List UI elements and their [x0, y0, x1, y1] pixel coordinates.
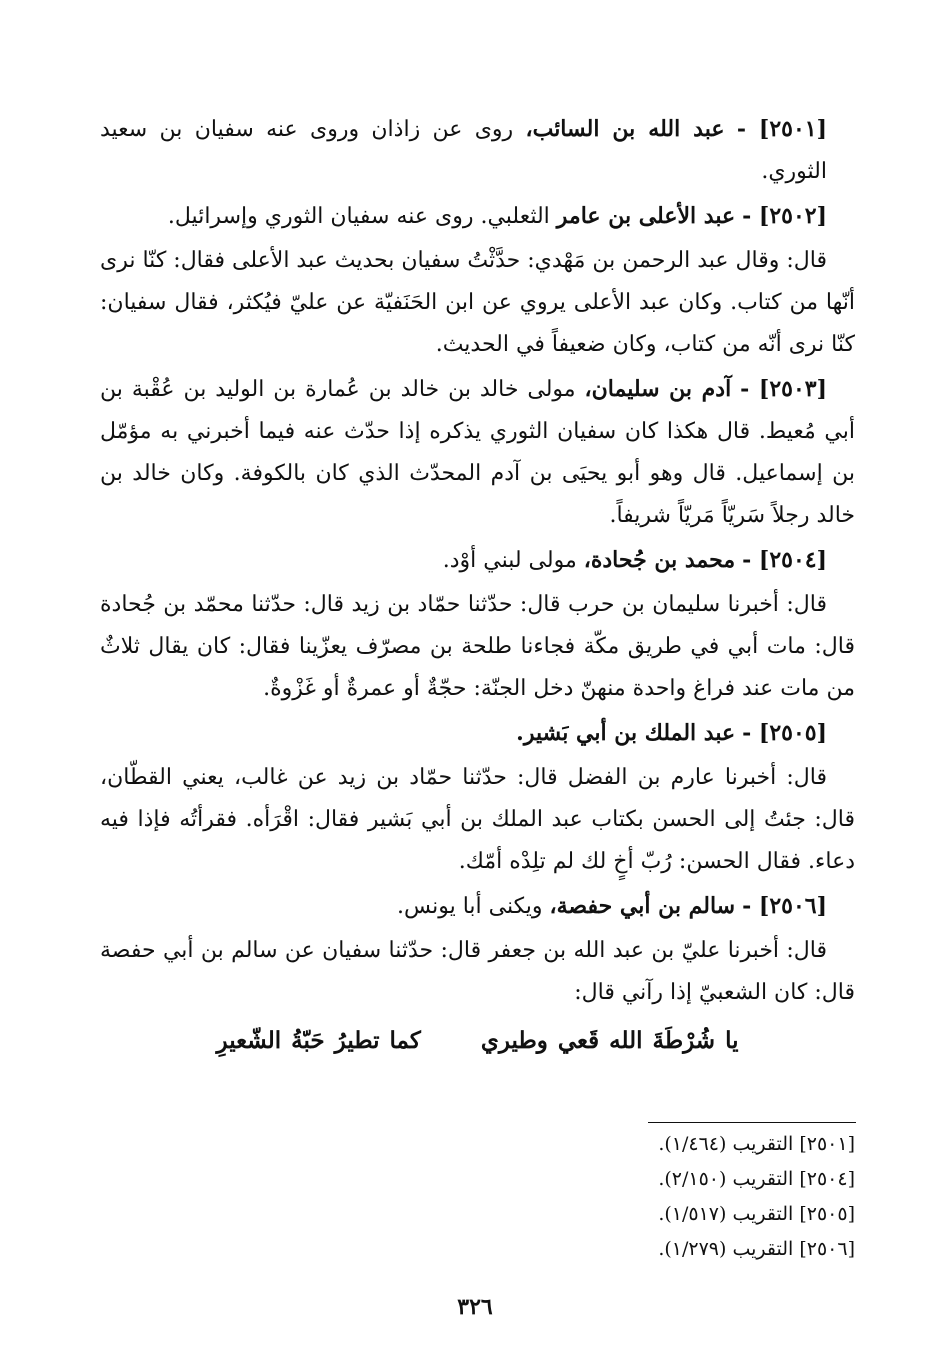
entry-name: عبد الأعلى بن عامر — [556, 203, 736, 229]
entry-name: عبد الملك بن أبي بَشير. — [516, 720, 736, 746]
entry-number: [٢٥٠٤] - — [742, 547, 827, 573]
entry-text: مولى لبني أوْد. — [442, 548, 584, 573]
entry-text: ويكنى أبا يونس. — [397, 894, 550, 919]
entry-name: محمد بن جُحادة، — [583, 547, 736, 573]
entry-text: مولى خالد بن خالد بن عُمارة بن الوليد بن عُقْبة بن أبي مُعيط. قال هكذا كان سفيان الثوري يذكره إذا حدّث عنه فيما أخبرني به مؤمّل بن إسماعيل. قال وهو أبو يحيَى بن آدم المحدّث الذي كان بالكوفة. وكان خالد بن خالد رجلاً سَريّاً مَريّاً شريفاً. — [100, 377, 855, 528]
verse-second-hemistich: كما تطيرُ حَبّةُ الشّعيرِ — [216, 1027, 421, 1054]
entry-text: الثعلبي. روى عنه سفيان الثوري وإسرائيل. — [167, 204, 557, 229]
footnote-2505: [٢٥٠٥] التقريب (١/٥١٧). — [658, 1203, 855, 1225]
footnote-2501: [٢٥٠١] التقريب (١/٤٦٤). — [658, 1133, 855, 1155]
footnote-separator — [648, 1122, 856, 1123]
entry-number: [٢٥٠٦] - — [742, 893, 827, 919]
paragraph-2504: قال: أخبرنا سليمان بن حرب قال: حدّثنا حمّاد بن زيد قال: حدّثنا محمّد بن جُحادة قال: مات أبي في طريق مكّة فجاءنا طلحة بن مصرّف يعزّينا فقال: كان يقال ثلاثٌ من مات عند فراغ واحدة منهنّ دخل الجنّة: حجّةٌ أو عمرةٌ أو غَزْوةٌ. — [100, 592, 855, 701]
footnote-2506: [٢٥٠٦] التقريب (١/٢٧٩). — [658, 1238, 855, 1260]
main-text — [100, 108, 855, 1062]
paragraph-2506: قال: أخبرنا عليّ بن عبد الله بن جعفر قال: حدّثنا سفيان عن سالم بن أبي حفصة قال: كان الشعبيّ إذا رآني قال: — [100, 938, 855, 1005]
entry-2504 — [100, 539, 855, 582]
entry-2506 — [100, 885, 855, 928]
entry-number: [٢٥٠١] - — [736, 116, 828, 142]
entry-2501 — [100, 108, 855, 193]
entry-text: روى عن زاذان وروى عنه سفيان بن سعيد الثوري. — [100, 117, 827, 184]
entry-name: عبد الله بن السائب، — [525, 116, 725, 142]
paragraph-2505: قال: أخبرنا عارم بن الفضل قال: حدّثنا حمّاد بن زيد عن غالب، يعني القطّان، قال: جئتُ إلى الحسن بكتاب عبد الملك بن أبي بَشير فقال: اقْرَأه. فقرأتُه فإذا فيه دعاء. فقال الحسن: رُبّ أخٍ لك لم تلِدْه أمّك. — [100, 765, 855, 874]
paragraph-2502: قال: وقال عبد الرحمن بن مَهْدي: حدَّثْتُ سفيان بحديث عبد الأعلى فقال: كنّا نرى أنّها من كتاب. وكان عبد الأعلى يروي عن ابن الحَنَفيّة عن عليّ فيُكثر، فقال سفيان: كنّا نرى أنّه من كتاب، وكان ضعيفاً في الحديث. — [100, 248, 855, 357]
entry-2502 — [100, 195, 855, 238]
entry-number: [٢٥٠٣] - — [740, 376, 827, 402]
poem-verse — [100, 1020, 855, 1062]
page-number: ٣٢٦ — [457, 1294, 493, 1320]
verse-first-hemistich: يا شُرْطَةَ الله قَعي وطيري — [480, 1027, 739, 1054]
entry-number: [٢٥٠٢] - — [742, 203, 827, 229]
entry-name: آدم بن سليمان، — [584, 376, 732, 402]
footnotes — [555, 1127, 855, 1267]
entry-number: [٢٥٠٥] - — [742, 720, 827, 746]
entry-2503 — [100, 368, 855, 537]
entry-name: سالم بن أبي حفصة، — [549, 893, 736, 919]
entry-2505 — [100, 712, 855, 755]
footnote-2504: [٢٥٠٤] التقريب (٢/١٥٠). — [658, 1168, 855, 1190]
